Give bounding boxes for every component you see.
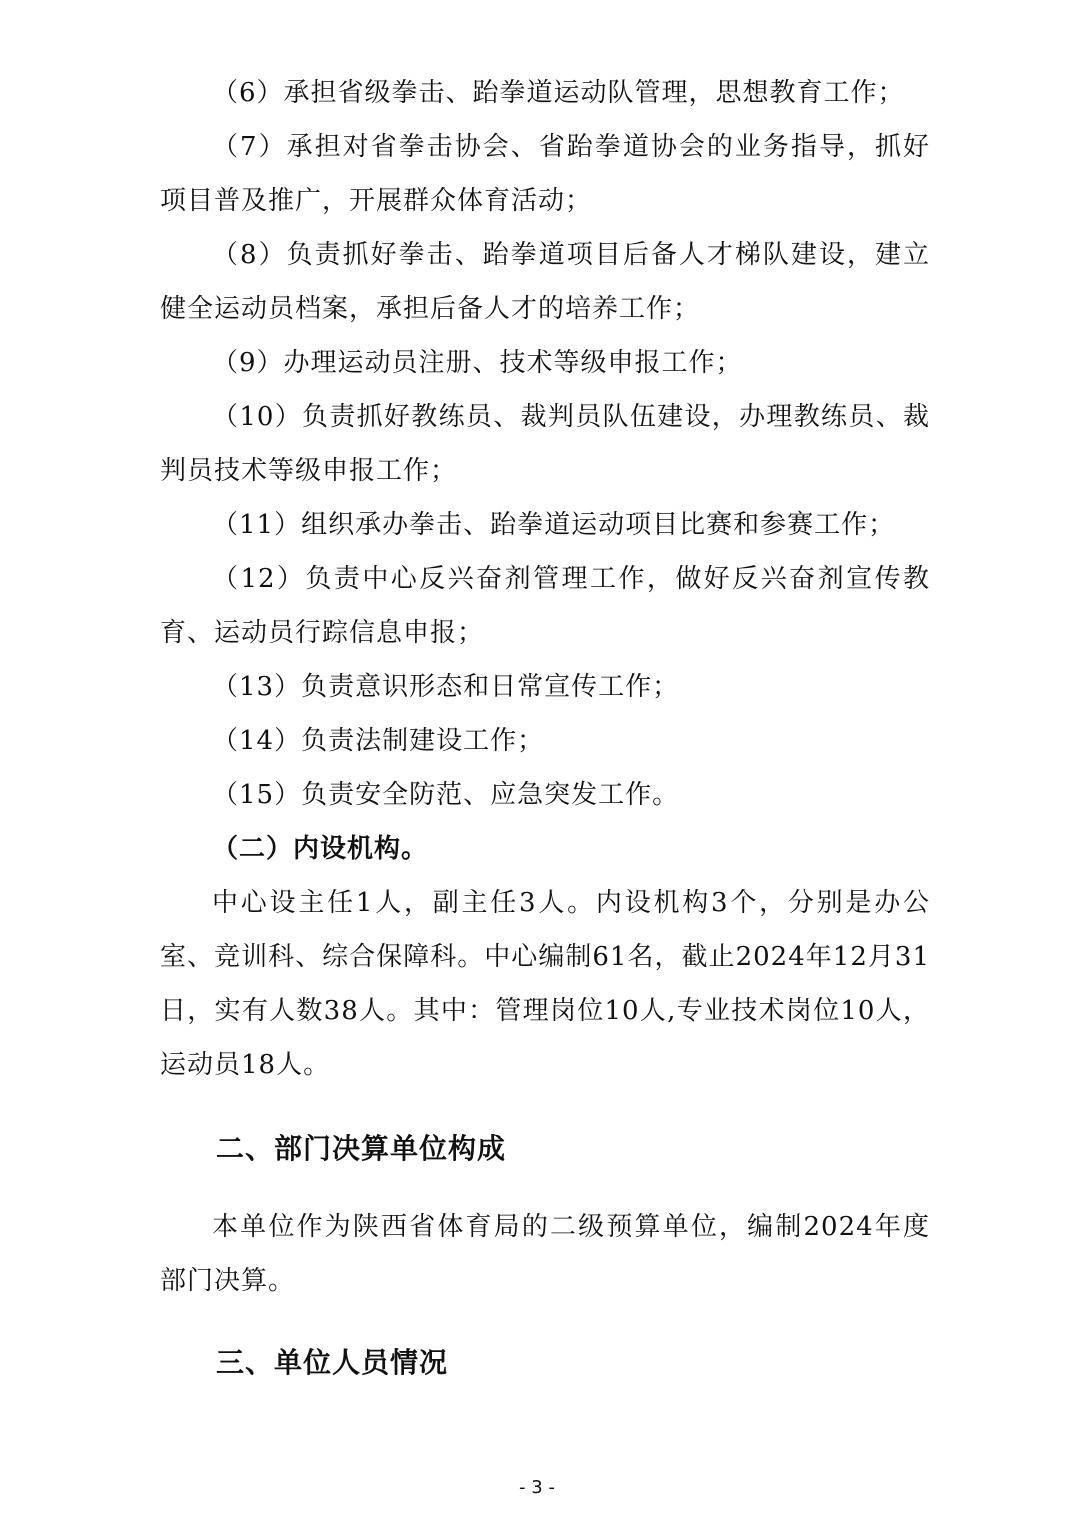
page-number: - 3 - <box>519 1477 555 1498</box>
item-13: （13）负责意识形态和日常宣传工作； <box>212 672 680 702</box>
item-15: （15）负责安全防范、应急突发工作。 <box>212 780 680 810</box>
internal-structure-paragraph: 中心设主任1人，副主任3人。内设机构3个，分别是办公室、竞训科、综合保障科。中心编制61名，截止2024年12月31日，实有人数38人。其中：管理岗位10人,专业技术岗位10人，运动员18人。 <box>160 888 930 1080</box>
unit-composition-paragraph: 本单位作为陕西省体育局的二级预算单位，编制2024年度部门决算。 <box>160 1212 930 1296</box>
item-11: （11）组织承办拳击、跆拳道运动项目比赛和参赛工作； <box>212 510 896 540</box>
section-heading-staff: 三、单位人员情况 <box>216 1346 449 1379</box>
item-14: （14）负责法制建设工作； <box>212 726 545 756</box>
item-8: （8）负责抓好拳击、跆拳道项目后备人才梯队建设，建立健全运动员档案，承担后备人才的培养工作； <box>160 240 930 324</box>
section-heading-unit-composition: 二、部门决算单位构成 <box>216 1132 507 1165</box>
item-10: （10）负责抓好教练员、裁判员队伍建设，办理教练员、裁判员技术等级申报工作； <box>160 402 930 486</box>
item-9: （9）办理运动员注册、技术等级申报工作； <box>212 348 743 378</box>
item-6: （6）承担省级拳击、跆拳道运动队管理，思想教育工作； <box>212 78 905 108</box>
item-12: （12）负责中心反兴奋剂管理工作，做好反兴奋剂宣传教育、运动员行踪信息申报； <box>160 564 930 648</box>
subsection-heading-internal: （二）内设机构。 <box>212 834 429 864</box>
item-7: （7）承担对省拳击协会、省跆拳道协会的业务指导，抓好项目普及推广，开展群众体育活动； <box>160 132 930 216</box>
